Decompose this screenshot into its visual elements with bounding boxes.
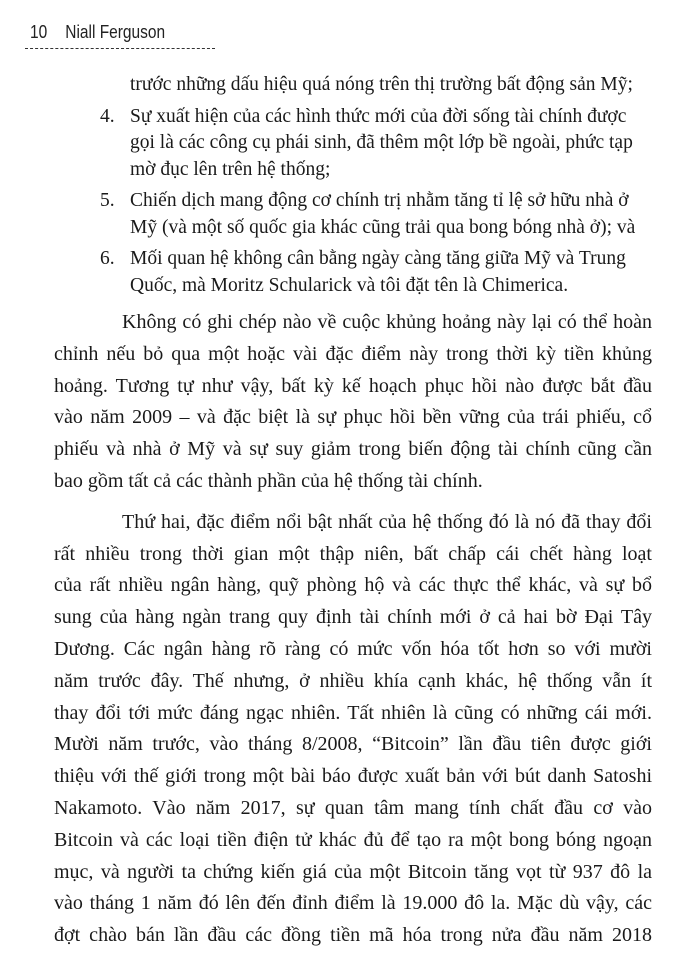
list-item-line: Mỹ (và một số quốc gia khác cũng trải qua bong bóng nhà ở); và xyxy=(130,216,636,238)
list-item xyxy=(100,188,636,241)
paragraph-line: của rất nhiều ngân hàng, quỹ phòng hộ và các thực thể khác, và sự bổ xyxy=(54,574,652,597)
header-divider xyxy=(25,48,215,49)
list-item-line: Sự xuất hiện của các hình thức mới của đời sống tài chính được xyxy=(130,105,627,127)
paragraph-line: Mười năm trước, vào tháng 8/2008, “Bitcoin” lần đầu tiên được giới xyxy=(54,733,652,756)
paragraph-line: đợt chào bán lần đầu các đồng tiền mã hóa trong nửa đầu năm 2018 xyxy=(54,924,652,947)
paragraph-line: Bitcoin và các loại tiền điện tử khác đủ để tạo ra một bong bóng ngoạn xyxy=(54,828,652,851)
paragraph-line: thiệu với thế giới trong một bài báo được xuất bản với bút danh Satoshi xyxy=(54,765,652,788)
list-item-line: Chiến dịch mang động cơ chính trị nhằm tăng tỉ lệ sở hữu nhà ở xyxy=(130,190,629,211)
paragraph-line: năm trước đây. Thế nhưng, ở nhiều khía cạnh khác, hệ thống vẫn ít xyxy=(54,669,652,692)
paragraph-line: bao gồm tất cả các thành phần của hệ thống tài chính. xyxy=(54,469,483,492)
paragraph-line: vào tháng 1 năm đó lên đến đỉnh điểm là 19.000 đô la. Mặc dù vậy, các xyxy=(54,892,652,915)
list-number: 6. xyxy=(100,248,115,269)
numbered-list xyxy=(100,72,636,299)
paragraph-line: Dương. Các ngân hàng rõ ràng có mức vốn hóa tốt hơn so với mười xyxy=(54,637,652,660)
paragraph-line: Thứ hai, đặc điểm nổi bật nhất của hệ thống đó là nó đã thay đổi xyxy=(122,510,652,533)
list-item xyxy=(100,246,626,299)
page-number: 10 xyxy=(30,22,48,42)
author-name: Niall Ferguson xyxy=(65,22,166,42)
list-item-line: mờ đục lên trên hệ thống; xyxy=(130,158,331,180)
paragraph-line: Nakamoto. Vào năm 2017, sự quan tâm mang tính chất đầu cơ vào xyxy=(54,796,652,819)
paragraph-line: sung của hàng ngàn trang quy định tài chính mới ở cả hai bờ Đại Tây xyxy=(54,606,652,629)
paragraph xyxy=(54,507,652,952)
paragraph-line: mục, và người ta chứng kiến giá của một Bitcoin tăng vọt từ 937 đô la xyxy=(54,860,652,883)
paragraph-line: thay đổi tới mức đáng ngạc nhiên. Tất nhiên là cũng có những cái mới. xyxy=(54,701,652,724)
paragraph-line: phiếu và nhà ở Mỹ và sự suy giảm trong biến động tài chính cũng cần xyxy=(54,438,652,461)
paragraph-line: rất nhiều trong thời gian một thập niên, bất chấp cái chết hàng loạt xyxy=(54,542,652,565)
list-number: 5. xyxy=(100,190,115,211)
list-item-line: Quốc, mà Moritz Schularick và tôi đặt tên là Chimerica. xyxy=(130,274,569,296)
body-text xyxy=(54,307,652,952)
list-item-line: Mối quan hệ không cân bằng ngày càng tăng giữa Mỹ và Trung xyxy=(130,248,626,269)
running-head xyxy=(30,22,165,43)
paragraph xyxy=(54,307,652,498)
list-number: 4. xyxy=(100,105,115,127)
list-continuation-line: trước những dấu hiệu quá nóng trên thị trường bất động sản Mỹ; xyxy=(130,74,633,95)
paragraph-line: Không có ghi chép nào về cuộc khủng hoảng này lại có thể hoàn xyxy=(122,311,652,333)
paragraph-line: hoảng. Tương tự như vậy, bất kỳ kế hoạch phục hồi nào được bắt đầu xyxy=(54,374,652,397)
list-item xyxy=(100,104,633,184)
paragraph-line: vào năm 2009 – và đặc biệt là sự phục hồi bền vững của trái phiếu, cổ xyxy=(54,406,652,429)
paragraph-line: chỉnh nếu bỏ qua một hoặc vài đặc điểm này trong thời kỳ tiền khủng xyxy=(54,342,652,365)
list-item-line: gọi là các công cụ phái sinh, đã thêm một lớp bề ngoài, phức tạp xyxy=(130,132,633,153)
